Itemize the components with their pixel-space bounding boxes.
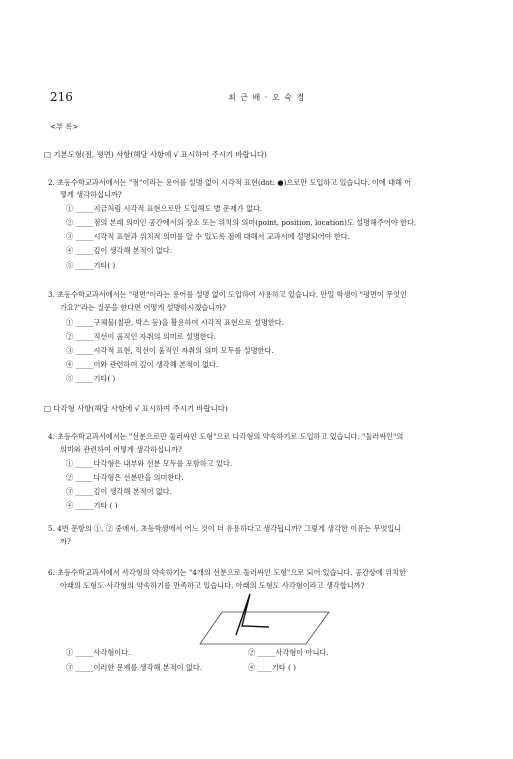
q4-option-3[interactable]: ③ _____깊이 생각해 본적이 없다. [66,487,173,496]
appendix-title: <부 록> [50,122,79,131]
question-4: 4. 초등수학교과서에서는 "선분으로만 둘러싸인 도형"으로 다각형의 약속하기로 도입하고 있습니다. "둘러싸인"의 [48,432,404,441]
section-polygon: □ 다각형 사항(해당 사항에 √ 표시하여 주시기 바랍니다) [44,404,228,413]
section-basic-figures: □ 기본도형(점, 평면) 사항(해당 사항에 √ 표시하여 주시기 바랍니다) [44,150,267,159]
q2-option-4[interactable]: ④ _____깊이 생각해 본적이 없다. [66,246,173,255]
q6-option-1[interactable]: ① _____사각형이다. [66,648,131,657]
q3-option-4[interactable]: ④ _____이와 관련하여 깊이 생각해 본적이 없다. [66,360,219,369]
plane-parallelogram [200,612,329,644]
question-2: 2. 초등수학교과서에서는 "점"이라는 용어를 설명 없이 시각적 표현(dot: ●)으로만 도입하고 있습니다. 이에 대해 어 [48,178,412,187]
q2-option-3[interactable]: ③ _____시각적 표현과 위치적 의미를 알 수 있도록 점에 대해서 교과서에 설명되어야 한다. [66,232,350,241]
q6-option-4[interactable]: ④ ____기타 ( ) [248,663,296,672]
q4-option-1[interactable]: ① _____다각형은 내부와 선분 모두를 포함하고 있다. [66,459,233,468]
skew-quadrilateral-figure [196,590,331,645]
question-5-cont: 까? [60,537,71,546]
q3-option-3[interactable]: ③ _____시각적 표현, 직선이 움직인 자취의 의미 모두를 설명한다. [66,346,274,355]
q4-option-2[interactable]: ② _____다각형은 선분만을 의미한다. [66,473,184,482]
question-3-cont: 가요?"라는 질문을 한다면 어떻게 설명하시겠습니까? [60,303,226,312]
q6-option-2[interactable]: ② _____사각형이 아니다. [248,648,329,657]
q2-option-5[interactable]: ⑤ _____기타( ) [66,261,116,270]
question-6-cont: 아래의 도형도 사각형의 약속하기를 만족하고 있습니다. 아래의 도형도 사각형이라고 생각합니까? [60,581,365,590]
q3-option-2[interactable]: ② _____직선이 움직인 자취의 의미로 설명한다. [66,332,216,341]
q2-option-2[interactable]: ② _____점의 본래 의미인 공간에서의 장소 또는 위치의 의미(point, position, location)도 설명해주어야 한다. [66,218,417,227]
question-4-cont: 의미와 관련하여 어떻게 생각하십니까? [60,445,182,454]
q6-option-3[interactable]: ③ _____이러한 문제를 생각해 본적이 없다. [66,663,203,672]
question-5: 5. 4번 문항의 ①, ② 중에서, 초등학생에서 어느 것이 더 유용하다고 생각됩니까? 그렇게 생각한 이유는 무엇입니 [48,524,402,533]
question-3: 3. 초등수학교과서에서는 "평면"이라는 용어를 설명 없이 도입하여 사용하고 있습니다. 만일 학생이 "평면이 무엇인 [48,290,407,299]
q4-option-4[interactable]: ④ _____기타 ( ) [66,501,118,510]
q2-option-1[interactable]: ① _____지금처럼 시각적 표현으로만 도입해도 별 문제가 없다. [66,204,263,213]
running-title: 최 근 배 · 오 숙 경 [228,93,306,102]
page-number: 216 [50,90,73,104]
question-6: 6. 초등수학교과서에서 사각형의 약속하기는 "4개의 선분으로 둘러싸인 도형"으로 되어 있습니다. 공간상에 위치한 [48,568,406,577]
quadrilateral-edges [236,594,269,635]
question-2-cont: 떻게 생각하십니까? [60,190,122,199]
q3-option-5[interactable]: ⑤ _____기타( ) [66,374,116,383]
q3-option-1[interactable]: ① _____구체물(칠판, 박스 등)을 활용하여 시각적 표현으로 설명한다. [66,318,284,327]
